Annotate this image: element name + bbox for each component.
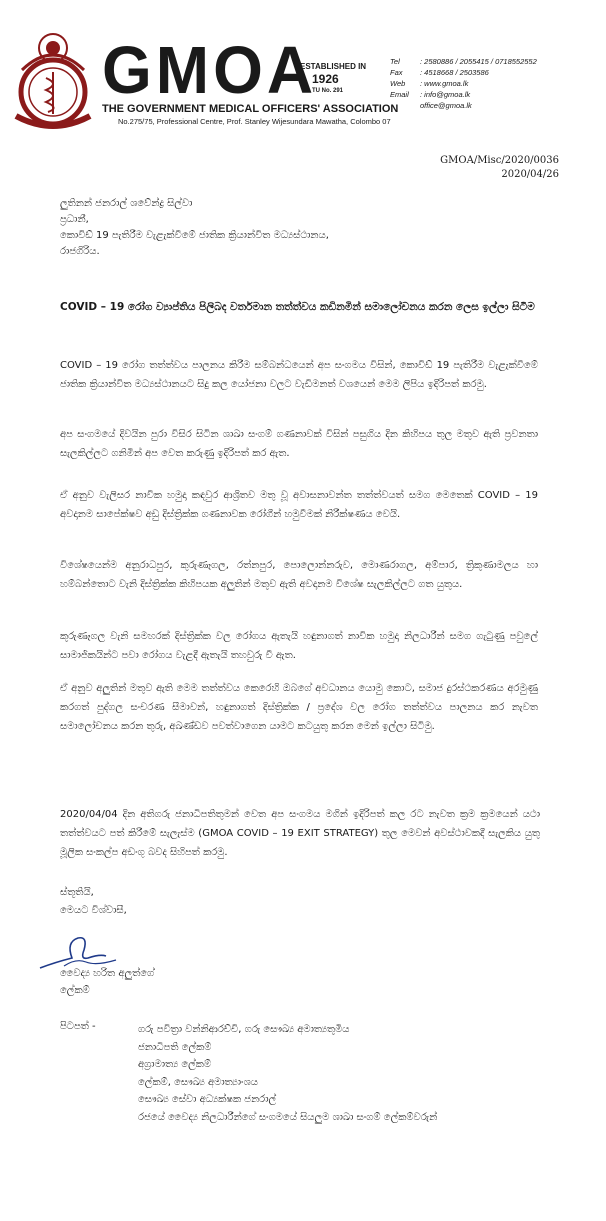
copy-recipient: ගරු පවිත්‍රා වන්නිආරච්චි, ගරු සෞඛ්‍ය අමාත්‍යතුමිය <box>138 1024 350 1035</box>
contact-row <box>390 89 537 100</box>
signer-title: ලේකම් <box>60 985 90 996</box>
copy-recipient: ජනාධිපති ලේකම් <box>138 1041 212 1053</box>
body-paragraph: විශේෂයෙන්ම අනුරාධපුර, කුරුණෑගල, රත්නපුර, පොලොන්නරුව, මොණරාගල, අම්පාර, ත්‍රිකුණාමලය හා හම්බන්තොට වැනි දිස්ත්‍රික්ක කිහිපයක අලුතින් මතුව ඇති අවදානම විශේෂ සැලකිල්ලට ගත යුතුය. <box>60 560 538 590</box>
body-paragraph: කුරුණෑගල වැනි සමහරක් දිස්ත්‍රික්ක වල රෝගය ඇතැයි හඳුනාගත් නාවික හමුදා නිලධාරීන් සමග ගැටුණු පවුලේ සාමාජිකයින්ට පවා රෝගය වැළදී ඇතැයි තහවුරු වී ඇත. <box>60 631 538 661</box>
body-paragraph: ඒ අනුව අලුතින් මතුව ඇති මෙම තත්ත්වය කෙරෙහි ඔබගේ අවධානය යොමු කොට, සමාජ දුරස්ථකරණය අරමුණු කරගත් පුද්ගල සංචරණ සීමාවන්, හඳුනාගත් දිස්ත්‍රික්ක / ප්‍රදේශ වල රෝග තත්ත්වය පාලනය කර නැවත සමාලෝචනය කරන තුරු, අඛණ්ඩව පවත්වාගෙන යාමට කටයුතු කරන මෙන් ඉල්ලා සිටිමු. <box>60 683 538 732</box>
contact-label: Fax <box>390 68 403 77</box>
copy-recipient: ලේකම්, සෞඛ්‍ය අමාත්‍යාංශය <box>138 1076 258 1088</box>
copy-recipient: රජයේ වෛද්‍ය නිලධාරීන්ගේ සංගමයේ සියලුම ශාඛා සංගම් ලේකම්වරුන් <box>138 1111 438 1123</box>
contact-row <box>390 100 537 111</box>
contact-value: : info@gmoa.lk <box>420 90 471 99</box>
addressee-line: රාජගිරිය. <box>60 246 100 257</box>
gmoa-seal-logo <box>8 24 98 132</box>
body-paragraph: අප සංගමයේ දිවයින පුරා විසිර සිටින ශාඛා සංගම් ගණනාවක් විසින් පසුගිය දින කිහිපය තුල මතුව ඇති ප්‍රවනතා සැලකිල්ලට ගනිමින් අප වෙත කරුණු ඉදිරිපත් කර ඇත. <box>60 429 538 459</box>
body-paragraph: 2020/04/04 දින අතිගරු ජනාධිපතිතුමන් වෙත අප සංගමය මගින් ඉදිරිපත් කල රට නැවත ක්‍රම ක්‍රමයෙන් යථා තත්ත්වයට පත් කිරීමේ සැලැස්ම (GMOA COVID – 19 EXIT STRATEGY) තුල මෙවන් අවස්ථාවකදී සැලකිය යුතු මූලික සංකල්ප අඩංගු බවද සිහිපත් කරමු. <box>60 809 540 858</box>
trade-union-number: TU No. 291 <box>312 88 344 94</box>
reference-date: 2020/04/26 <box>501 169 559 180</box>
contact-row <box>390 67 537 78</box>
contact-label: Tel <box>390 57 400 66</box>
contact-row <box>390 78 537 89</box>
addressee-line: ලුතිනන් ජනරාල් ශවේන්ද්‍ර සිල්වා <box>60 198 193 209</box>
copies-list <box>138 1021 437 1126</box>
addressee-block <box>60 196 329 260</box>
brand-title: GMOA <box>102 32 318 108</box>
body-paragraph: ඒ අනුව වැලිසර නාවික හමුදා කඳවුර ආශ්‍රිතව මතු වූ අවාසනාවන්ත තත්ත්වයත් සමග මෙතෙක් COVID – 19 අවදානම සාපේක්ෂව අඩු දිස්ත්‍රික්ක ගණනාවක රෝගීන් හමුවීමක් නිරීක්ෂණය වෙයි. <box>60 490 538 520</box>
copy-recipient: සෞඛ්‍ය සේවා අධ්‍යක්ෂක ජනරාල් <box>138 1094 277 1105</box>
closing-block <box>60 884 127 920</box>
contact-value: : 4518668 / 2503586 <box>420 68 489 77</box>
addressee-line: ප්‍රධානී, <box>60 214 89 225</box>
copy-recipient: අග්‍රාමාත්‍ය ලේකම් <box>138 1059 212 1070</box>
association-name: THE GOVERNMENT MEDICAL OFFICERS' ASSOCIATION <box>102 103 399 115</box>
closing-faithfully: මෙයට විශ්වාසී, <box>60 905 127 916</box>
contact-row <box>390 56 537 67</box>
body-paragraph: COVID – 19 රෝග තත්ත්වය පාලනය කිරීම සම්බන්ධයෙන් අප සංගමය විසින්, කොවිඩ් 19 පැතිරීම වැළැක්වීමේ ජාතික ක්‍රියාන්විත මධ්‍යස්ථානයට සිදු කල යෝජනා වලට වැඩිමනත් වශයෙන් මෙම ලිපිය ඉදිරිපත් කරමු. <box>60 360 538 390</box>
copies-label: පිටපත් - <box>60 1021 96 1032</box>
signer-block <box>60 965 154 999</box>
contact-value: : 2580886 / 2055415 / 0718552552 <box>420 57 537 66</box>
contact-label: Email <box>390 90 409 99</box>
closing-thanks: ස්තූතියි, <box>60 887 94 898</box>
reference-block <box>440 154 559 182</box>
contact-value: : www.gmoa.lk <box>420 79 469 88</box>
established-year: 1926 <box>312 72 339 86</box>
established-label: ESTABLISHED IN <box>300 62 367 71</box>
signer-name: වෛද්‍ය හරිත අලුත්ගේ <box>60 968 155 979</box>
contact-label: Web <box>390 79 406 88</box>
contact-block <box>390 56 537 111</box>
contact-value: office@gmoa.lk <box>420 101 472 110</box>
reference-number: GMOA/Misc/2020/0036 <box>440 155 559 166</box>
association-address: No.275/75, Professional Centre, Prof. Stanley Wijesundara Mawatha, Colombo 07 <box>118 117 391 126</box>
addressee-line: කොවිඩ් 19 පැතිරීම වැළැක්වීමේ ජාතික ක්‍රියාන්විත මධ්‍යස්ථානය, <box>60 230 329 241</box>
letter-subject: COVID – 19 රෝග ව්‍යාප්තිය පිලිබද වර්තමාන තත්ත්වය කඩිනමින් සමාලෝචනය කරන ලෙස ඉල්ලා සිටීම <box>60 301 535 313</box>
